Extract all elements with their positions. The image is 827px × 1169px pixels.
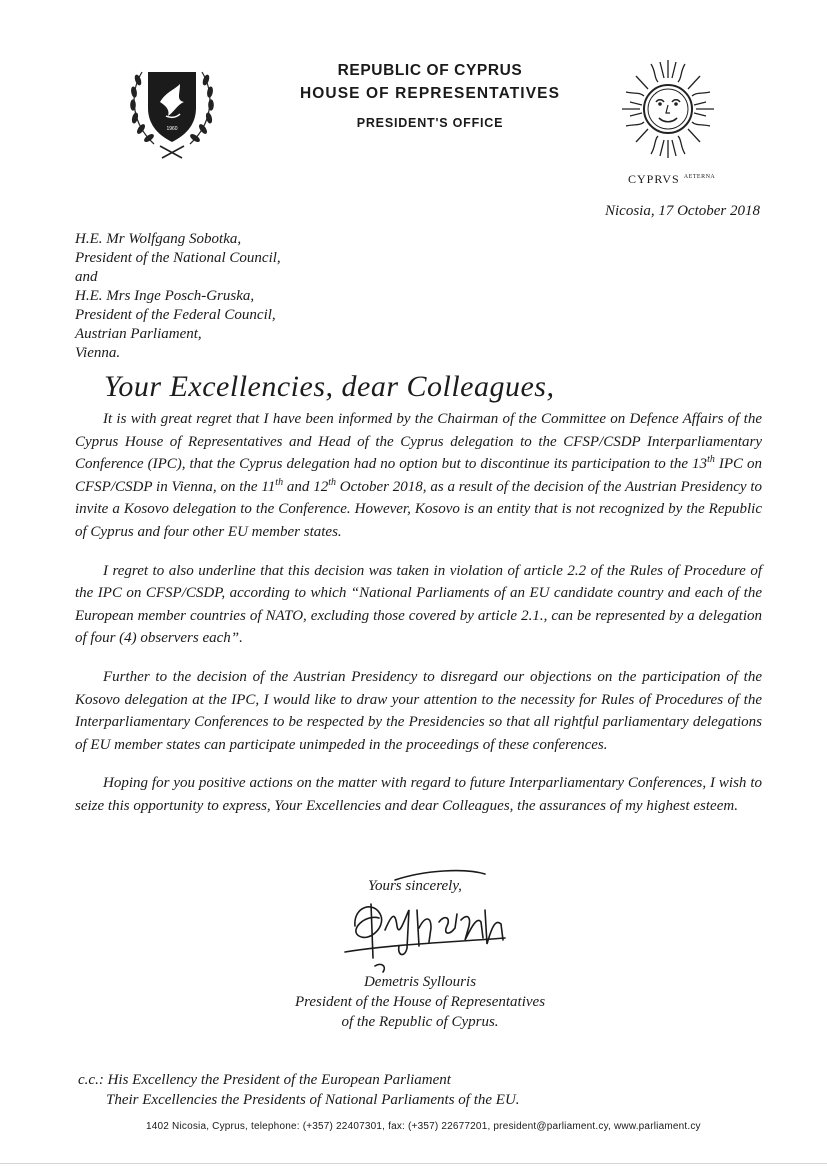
cc-line: Their Excellencies the Presidents of National Parliaments of the EU.	[106, 1092, 520, 1108]
letterhead-republic: REPUBLIC OF CYPRUS	[337, 62, 523, 79]
sun-face-logo	[618, 56, 718, 162]
p1-sup: th	[707, 454, 715, 466]
address-line: Vienna.	[75, 345, 121, 361]
p1-part: IPC on CFSP/CSDP in Vienna, on the 11	[75, 456, 762, 495]
body-paragraph-3: Further to the decision of the Austrian Presidency to disregard our objections on the participation of the Kosovo delegation at the IPC, I would like to draw your attention to the necessity for Rules of Procedures of the Interparliamentary Conferences to be respected by the Presidencies so that all rightful parliamentary delegations of EU member states can participate unimpeded in the proceedings of these conferences.	[75, 668, 762, 753]
body-paragraph-2: I regret to also underline that this decision was taken in violation of article 2.2 of the Rules of Procedure of the IPC on CFSP/CSDP, according to which “National Parliaments of an EU candidate country and each of the European member countries of NATO, excluding those covered by article 2.1., can be represented by a delegation of four (4) observers each”.	[75, 562, 762, 647]
recipient-address	[75, 230, 281, 363]
handwritten-signature	[335, 866, 535, 976]
page-edge-divider	[0, 1163, 827, 1164]
cc-label: c.c.:	[78, 1072, 104, 1088]
letterhead-office: PRESIDENT'S OFFICE	[356, 116, 504, 130]
p1-sup: th	[328, 476, 336, 488]
p1-part: It is with great regret that I have been informed by the Chairman of the Committee on Defence Affairs of the Cyprus House of Representatives and Head of the Cyprus delegation to the CFSP/CSDP Interparliamentary Conference (IPC), that the Cyprus delegation had no option but to discontinue its participation to the 13	[75, 411, 762, 473]
address-line: H.E. Mrs Inge Posch-Gruska,	[75, 288, 255, 304]
cyprus-motto	[628, 172, 715, 187]
address-line: President of the Federal Council,	[75, 307, 276, 323]
letter-date: Nicosia, 17 October 2018	[605, 203, 760, 219]
footer-contact: 1402 Nicosia, Cyprus, telephone: (+357) 22407301, fax: (+357) 22677201, president@parliament.cy, www.parliament.cy	[146, 1121, 701, 1132]
address-line: Austrian Parliament,	[75, 326, 202, 342]
emblem-year: 1960	[166, 126, 178, 132]
motto-main: CYPRVS	[628, 172, 680, 186]
handwritten-salutation	[100, 362, 620, 410]
letterhead-house: HOUSE OF REPRESENTATIVES	[299, 85, 561, 102]
p1-part: and 12	[283, 478, 329, 495]
address-line: H.E. Mr Wolfgang Sobotka,	[75, 231, 242, 247]
coat-of-arms-emblem	[124, 62, 220, 162]
address-line: President of the National Council,	[75, 250, 281, 266]
body-paragraph-1	[75, 408, 762, 544]
address-line: and	[75, 269, 98, 285]
salutation-text: Your Excellencies, dear Colleagues,	[104, 370, 555, 403]
cc-line: His Excellency the President of the European Parliament	[107, 1072, 451, 1088]
signer-title: of the Republic of Cyprus.	[341, 1014, 499, 1030]
signer-name: Demetris Syllouris	[363, 974, 477, 990]
carbon-copy	[78, 1070, 520, 1110]
p1-part: October 2018, as a result of the decision of the Austrian Presidency to invite a Kosovo delegation to the Conference. However, Kosovo is an entity that is not recognized by the Republic of Cyprus and four other EU member states.	[75, 478, 762, 540]
body-paragraph-4: Hoping for you positive actions on the matter with regard to future Interparliamentary Conferences, I wish to seize this opportunity to express, Your Excellencies and dear Colleagues, the assurances of my highest esteem.	[75, 775, 762, 814]
motto-small: AETERNA	[683, 174, 716, 180]
signer-title: President of the House of Representatives	[294, 994, 546, 1010]
letter-body	[75, 408, 762, 834]
closing-line: Yours sincerely,	[368, 878, 462, 894]
letterhead	[280, 60, 580, 130]
p1-sup: th	[275, 476, 284, 488]
signer-block	[270, 972, 570, 1032]
